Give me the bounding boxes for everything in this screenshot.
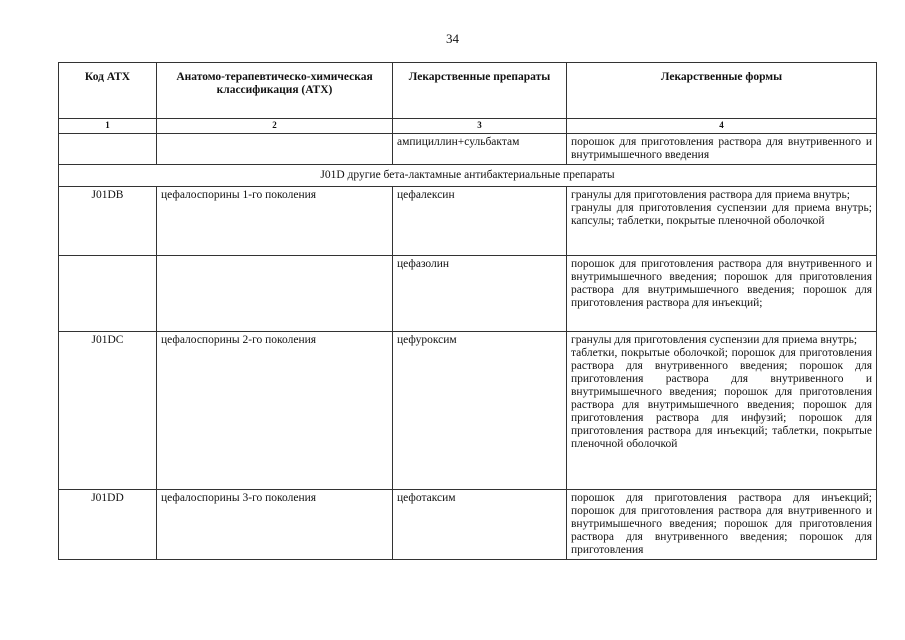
drug-table <box>58 62 877 560</box>
dosage-form-text: порошок для приготовления раствора для внутривенного и внутримышечного введения; порошок для приготовления раствора для внутримышечного введения; порошок для приготовления раствора для инъекций; <box>571 258 872 309</box>
column-number: 1 <box>59 119 157 134</box>
dosage-form-cell <box>567 134 877 165</box>
drug-cell: ампициллин+сульбактам <box>393 134 567 165</box>
atc-code-cell: J01DD <box>59 490 157 560</box>
drug-cell: цефотаксим <box>393 490 567 560</box>
dosage-form-text: порошок для приготовления раствора для инъекций; порошок для приготовления раствора для внутривенного и внутримышечного введения; порошок для приготовления раствора для внутривенного введения; порошок для приготовления <box>571 492 872 556</box>
section-title: J01D другие бета-лактамные антибактериальные препараты <box>59 165 877 187</box>
table-header-row <box>59 63 877 119</box>
drug-cell: цефуроксим <box>393 332 567 490</box>
dosage-form-text: гранулы для приготовления раствора для приема внутрь; <box>571 189 850 201</box>
column-number: 2 <box>157 119 393 134</box>
dosage-form-text: порошок для приготовления раствора для внутривенного и внутримышечного введения <box>571 136 872 161</box>
classification-cell <box>157 134 393 165</box>
header-classification: Анатомо-терапевтическо-химическая классификация (АТХ) <box>157 63 393 119</box>
drug-cell: цефазолин <box>393 256 567 332</box>
dosage-form-text: гранулы для приготовления суспензии для приема внутрь; <box>571 334 858 346</box>
classification-cell: цефалоспорины 3-го поколения <box>157 490 393 560</box>
drug-cell: цефалексин <box>393 187 567 256</box>
atc-code-cell <box>59 134 157 165</box>
dosage-form-cell <box>567 332 877 490</box>
column-number: 3 <box>393 119 567 134</box>
dosage-form-cell <box>567 256 877 332</box>
column-number-row <box>59 119 877 134</box>
atc-code-cell: J01DB <box>59 187 157 256</box>
table-row <box>59 490 877 560</box>
dosage-form-text: таблетки, покрытые оболочкой; порошок для приготовления раствора для внутривенного введения; порошок для приготовления раствора для внутривенного и внутримышечного введения; порошок для приготовления раствора для внутримышечного введения; порошок для приготовления раствора для инфузий; порошок для приготовления раствора для инъекций; таблетки, покрытые пленочной оболочкой <box>571 347 872 450</box>
header-dosage-forms: Лекарственные формы <box>567 63 877 119</box>
column-number: 4 <box>567 119 877 134</box>
table-row <box>59 256 877 332</box>
classification-cell <box>157 256 393 332</box>
page-number: 34 <box>446 31 459 46</box>
header-drugs: Лекарственные препараты <box>393 63 567 119</box>
table-row <box>59 134 877 165</box>
atc-code-cell <box>59 256 157 332</box>
classification-cell: цефалоспорины 1-го поколения <box>157 187 393 256</box>
classification-cell: цефалоспорины 2-го поколения <box>157 332 393 490</box>
atc-code-cell: J01DC <box>59 332 157 490</box>
dosage-form-cell <box>567 490 877 560</box>
table-row <box>59 332 877 490</box>
table-row <box>59 187 877 256</box>
header-atc-code: Код АТХ <box>59 63 157 119</box>
section-row <box>59 165 877 187</box>
dosage-form-text: гранулы для приготовления суспензии для приема внутрь; капсулы; таблетки, покрытые пленочной оболочкой <box>571 202 872 227</box>
dosage-form-cell <box>567 187 877 256</box>
